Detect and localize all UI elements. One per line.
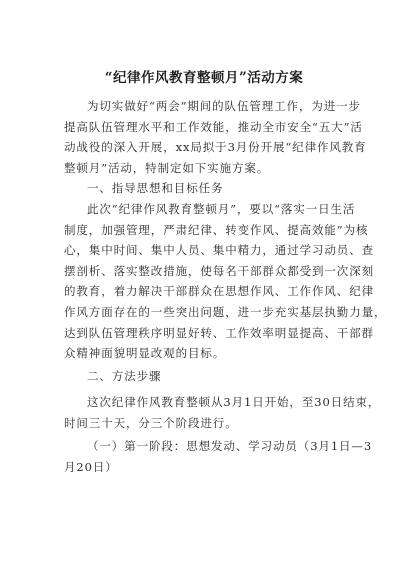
section-heading: 二、方法步骤 (87, 369, 162, 383)
paragraph-line: 为切实做好“两会”期间的队伍管理工作，为进一步 (87, 99, 361, 113)
paragraph-line: 时间三十天，分三个阶段进行。 (64, 415, 238, 430)
paragraph-line: 提高队伍管理水平和工作效能，推动全市安全“五大”活 (64, 119, 363, 134)
paragraph-line: 心，集中时间、集中人员、集中精力，通过学习动员、查 (64, 243, 374, 258)
document-title: “纪律作风教育整顿月”活动方案 (104, 70, 304, 86)
stage1-paragraph (64, 436, 373, 477)
paragraph-line: 月20日） (64, 459, 118, 474)
paragraph-line: 众精神面貌明显改观的目标。 (64, 346, 226, 361)
intro-paragraph (64, 96, 367, 178)
paragraph-line: 的教育，着力解决干部群众在思想作风、工作作风、纪律 (64, 284, 374, 299)
paragraph-line: 制度，加强管理，严肃纪律、转变作风、提高效能”为核 (64, 222, 369, 237)
section1-heading-block (64, 178, 360, 199)
paragraph-line: 作风方面存在的一些突出问题，进一步充实基层执勤力量， (64, 304, 387, 319)
section2-heading-block (64, 366, 360, 387)
paragraph-line: （一）第一阶段：思想发动、学习动员（3月1日—3 (87, 439, 373, 453)
paragraph-line: 此次“纪律作风教育整顿月”，要以“落实一日生活 (87, 202, 356, 216)
paragraph-line: 整顿月”活动，特制定如下实施方案。 (64, 160, 270, 175)
section2-paragraph (64, 392, 381, 433)
paragraph-line: 动战役的深入开展，xx局拟于3月份开展“纪律作风教育 (64, 140, 367, 155)
paragraph-line: 这次纪律作风教育整顿从3月1日开始，至30日结束， (87, 395, 381, 409)
section1-paragraph (64, 199, 387, 364)
section-heading: 一、指导思想和目标任务 (87, 181, 224, 195)
paragraph-line: 摆剖析、落实整改措施，使每名干部群众都受到一次深刻 (64, 263, 374, 278)
paragraph-line: 达到队伍管理秩序明显好转、工作效率明显提高、干部群 (64, 325, 374, 340)
